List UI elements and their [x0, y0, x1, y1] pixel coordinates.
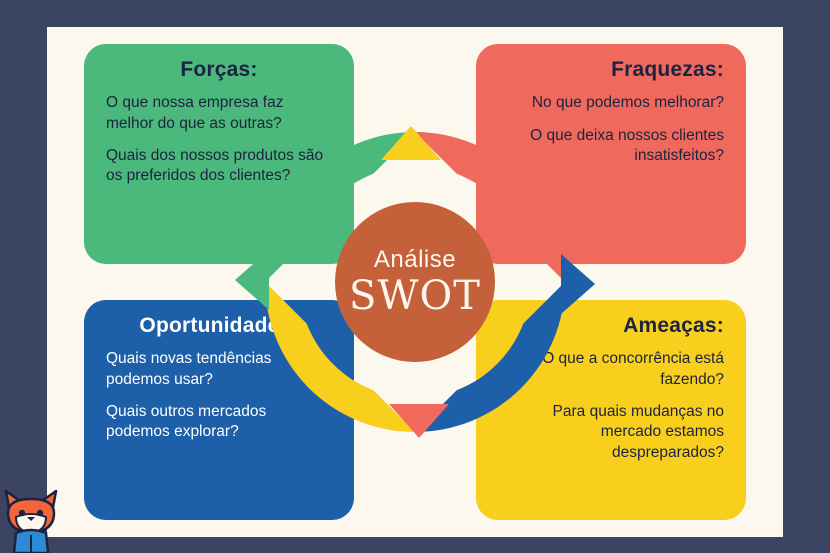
- fox-mascot-icon: [2, 483, 64, 553]
- arrow-head-blue-icon: [561, 254, 595, 314]
- quadrant-opportunities-title: Oportunidades:: [139, 314, 299, 337]
- arrow-head-red-icon: [389, 404, 449, 438]
- quadrant-strengths-text-1: O que nossa empresa faz melhor do que as outras?: [106, 94, 284, 132]
- arrow-head-yellow-icon: [381, 126, 441, 160]
- quadrant-weaknesses-text-1: No que podemos melhorar?: [531, 94, 724, 112]
- quadrant-strengths-text-2: Quais dos nossos produtos são os preferidos dos clientes?: [106, 147, 324, 185]
- center-hub: [335, 202, 495, 362]
- quadrant-strengths-title: Forças:: [180, 58, 258, 81]
- quadrant-threats-title: Ameaças:: [623, 314, 724, 337]
- quadrant-weaknesses-text-2: O que deixa nossos clientes insatisfeitos?: [530, 126, 724, 164]
- quadrant-opportunities-text-1: Quais novas tendências podemos usar?: [106, 350, 272, 388]
- arrow-head-green-icon: [235, 250, 269, 310]
- quadrant-threats-text-2: Para quais mudanças no mercado estamos despreparados?: [552, 403, 724, 461]
- swot-cycle-ring: [265, 132, 565, 432]
- quadrant-opportunities-text-2: Quais outros mercados podemos explorar?: [106, 403, 267, 441]
- center-hub-line2: SWOT: [349, 273, 481, 319]
- swot-board: [47, 27, 783, 537]
- quadrant-weaknesses-title: Fraquezas:: [611, 58, 724, 81]
- center-hub-line1: Análise: [373, 246, 457, 273]
- quadrant-threats-text-1: O que a concorrência está fazendo?: [542, 350, 724, 388]
